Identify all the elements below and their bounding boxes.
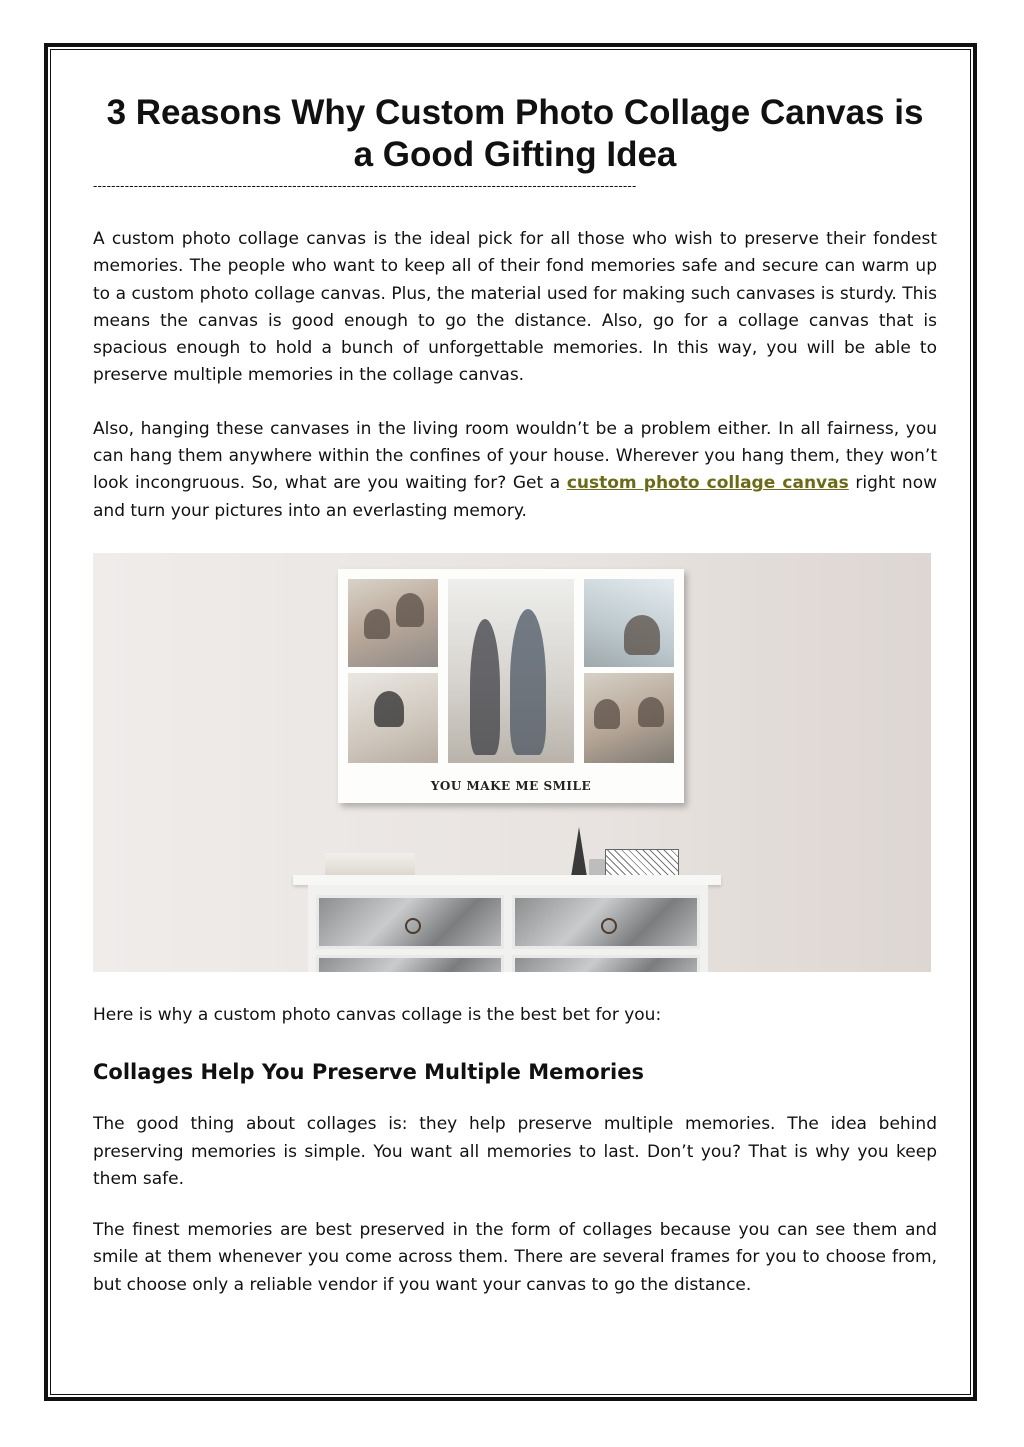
- collage-photo-family-portrait: [584, 673, 674, 763]
- paragraph-lead-in: Here is why a custom photo canvas collage is the best bet for you:: [93, 1004, 662, 1025]
- collage-photo-father-baby: [584, 579, 674, 667]
- basket-decor: [605, 849, 679, 877]
- collage-photo-family-lying: [348, 579, 438, 667]
- paragraph-hanging: [93, 416, 937, 525]
- title-divider: ------------------------------------------------------------------------------------------------------------------------: [93, 178, 637, 193]
- collage-canvas: [338, 569, 684, 803]
- drawer-knob-icon: [405, 918, 421, 934]
- books-decor: [325, 853, 415, 875]
- canvas-caption: YOU MAKE ME SMILE: [430, 778, 592, 793]
- document-body: [93, 92, 937, 1299]
- drawer-knob-icon: [601, 918, 617, 934]
- section-heading: Collages Help You Preserve Multiple Memories: [93, 1060, 644, 1085]
- dresser-drawer: [316, 895, 504, 949]
- paragraph-hanging-text-after: right now and turn your pictures into an everlasting memory.: [93, 473, 938, 521]
- paragraph-hanging-text-before: Also, hanging these canvases in the living room wouldn’t be a problem either. In all fairness, you can hang them anywhere within the confines of your house. Wherever you hang them, they won’t look incongruous. So, what are you waiting for? Get a: [93, 418, 937, 494]
- document-title: 3 Reasons Why Custom Photo Collage Canvas is a Good Gifting Idea: [106, 93, 924, 174]
- dresser-top: [293, 875, 721, 885]
- collage-photo-family-standing: [448, 579, 574, 763]
- custom-photo-collage-canvas-link[interactable]: custom photo collage canvas: [566, 473, 849, 494]
- collage-canvas-photo: [93, 553, 931, 972]
- dresser-drawer: [512, 955, 700, 972]
- dresser: [308, 885, 708, 972]
- paragraph-finest-memories: The finest memories are best preserved in the form of collages because you can see them and smile at them whenever you come across them. There are several frames for you to choose from, but choose only a reliable vendor if you want your canvas to go the distance.: [93, 1220, 937, 1295]
- dresser-drawer: [316, 955, 504, 972]
- eiffel-tower-figurine: [571, 827, 587, 877]
- paragraph-intro: A custom photo collage canvas is the ideal pick for all those who wish to preserve their fondest memories. The people who want to keep all of their fond memories safe and secure can warm up to a custom photo collage canvas. Plus, the material used for making such canvases is sturdy. This means the canvas is good enough to go the distance. Also, go for a collage canvas that is spacious enough to hold a bunch of unforgettable memories. In this way, you will be able to preserve multiple memories in the collage canvas.: [93, 229, 937, 386]
- dresser-drawer: [512, 895, 700, 949]
- paragraph-collages: The good thing about collages is: they help preserve multiple memories. The idea behind preserving memories is simple. You want all memories to last. Don’t you? That is why you keep them safe.: [93, 1114, 937, 1189]
- collage-photo-baby: [348, 673, 438, 763]
